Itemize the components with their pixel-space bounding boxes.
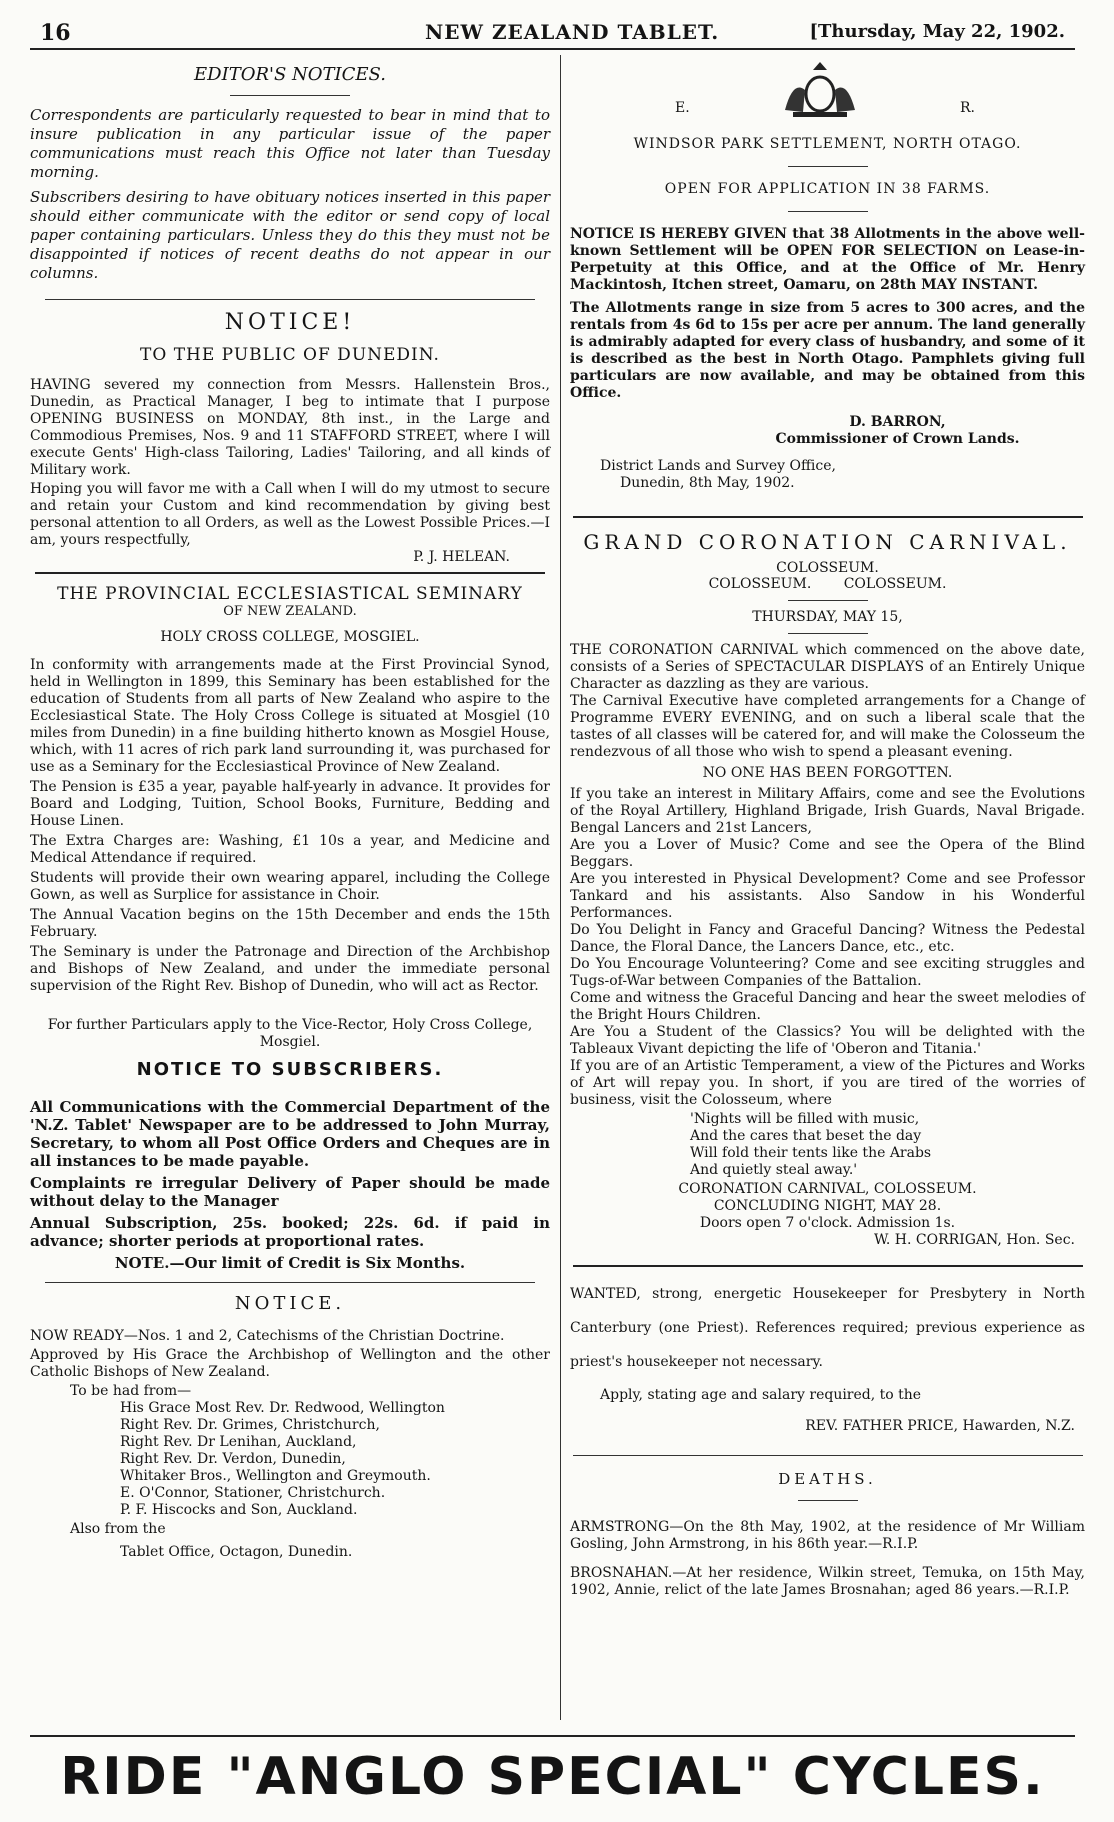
notice2-para: NOW READY—Nos. 1 and 2, Catechisms of the Christian Doctrine. xyxy=(30,1328,505,1344)
seminary-title: THE PROVINCIAL ECCLESIASTICAL SEMINARY xyxy=(57,584,523,604)
carnival-para: Are you interested in Physical Development? Come and see Professor Tankard and his assistants. Also Sandow in his Wonderful Performances. xyxy=(570,871,1085,921)
carnival-colosseum-2: COLOSSEUM. COLOSSEUM. xyxy=(708,576,947,592)
poem-line: And quietly steal away.' xyxy=(690,1162,858,1178)
carnival-para: Do You Delight in Fancy and Graceful Dancing? Witness the Pedestal Dance, the Floral Dance, the Lancers Dance, etc., etc. xyxy=(570,922,1085,955)
notice-catechism xyxy=(30,1293,550,1561)
carnival-para: If you are of an Artistic Temperament, a view of the Pictures and Works of Art will repay you. In short, if you are tired of the worries of business, visit the Colosseum, where xyxy=(570,1058,1085,1108)
windsor-title: WINDSOR PARK SETTLEMENT, NORTH OTAGO. xyxy=(633,136,1022,152)
divider xyxy=(45,1282,535,1283)
editors-notices-title: EDITOR'S NOTICES. xyxy=(194,64,386,85)
seminary-para: The Annual Vacation begins on the 15th December and ends the 15th February. xyxy=(30,907,550,940)
notice-body: HAVING severed my connection from Messrs. Hallenstein Bros., Dunedin, as Practical Manager, I beg to intimate that I purpose OPENING BUSINESS on MONDAY, 8th inst., in the Large and Commodious Premises, Nos. 9 and 11 STAFFORD STREET, where I will execute Gents' High-class Tailoring, Ladies' Tailoring, and all kinds of Military work. xyxy=(30,377,550,478)
agent-item: E. O'Connor, Stationer, Christchurch. xyxy=(120,1485,386,1501)
carnival-title: GRAND CORONATION CARNIVAL. xyxy=(583,530,1072,554)
divider xyxy=(573,516,1083,518)
subscribers-para: Annual Subscription, 25s. booked; 22s. 6d. if paid in advance; shorter periods at proportional rates. xyxy=(30,1214,550,1250)
notice-title: NOTICE! xyxy=(224,310,356,335)
seminary-para: For further Particulars apply to the Vice-Rector, Holy Cross College, Mosgiel. xyxy=(47,1017,533,1050)
wanted-signature: REV. FATHER PRICE, Hawarden, N.Z. xyxy=(805,1418,1075,1434)
seminary-para: The Extra Charges are: Washing, £1 10s a year, and Medicine and Medical Attendance if required. xyxy=(30,833,550,866)
deaths-title: DEATHS. xyxy=(778,1470,877,1488)
notice-dunedin xyxy=(30,310,550,566)
subscribers-body xyxy=(30,1098,550,1272)
agents-list xyxy=(30,1400,550,1519)
windsor-notice xyxy=(570,60,1085,492)
divider xyxy=(788,633,868,634)
divider xyxy=(788,166,868,167)
windsor-signature-title: Commissioner of Crown Lands. xyxy=(775,431,1020,447)
crest-letter-e: E. xyxy=(675,100,690,116)
agent-item: P. F. Hiscocks and Son, Auckland. xyxy=(120,1502,358,1518)
seminary-para: The Seminary is under the Patronage and Direction of the Archbishop and Bishops of New Zealand, and under the immediate personal supervision of the Right Rev. Bishop of Dunedin, who will act as Rector. xyxy=(30,944,550,994)
windsor-para: NOTICE IS HEREBY GIVEN that 38 Allotments in the above well-known Settlement will be OPEN FOR SELECTION on Lease-in-Perpetuity at this Office, and at the Office of Mr. Henry Mackintosh, Itchen street, Oamaru, on 28th MAY INSTANT. xyxy=(570,226,1085,293)
royal-crest-icon xyxy=(775,60,865,120)
death-notice: ARMSTRONG—On the 8th May, 1902, at the residence of Mr William Gosling, John Armstrong, in his 86th year.—R.I.P. xyxy=(570,1519,1085,1552)
agent-item: Right Rev. Dr Lenihan, Auckland, xyxy=(120,1434,357,1450)
divider xyxy=(573,1265,1083,1267)
windsor-para: The Allotments range in size from 5 acres to 300 acres, and the rentals from 4s 6d to 15s per acre per annum. The land generally is admirably adapted for every class of husbandry, and some of it is described as the best in North Otago. Pamphlets giving full particulars are now available, and may be obtained from this Office. xyxy=(570,300,1085,401)
carnival-para: THE CORONATION CARNIVAL which commenced on the above date, consists of a Series of SPECTACULAR DISPLAYS of an Entirely Unique Character as dazzling as they are various. xyxy=(570,642,1085,692)
carnival-colosseum: COLOSSEUM. xyxy=(776,560,879,576)
notice2-office: Tablet Office, Octagon, Dunedin. xyxy=(120,1544,353,1560)
column-divider xyxy=(560,55,561,1720)
divider xyxy=(798,1500,858,1501)
wanted-para: WANTED, strong, energetic Housekeeper for Presbytery in North Canterbury (one Priest). References required; previous experience as priest's housekeeper not necessary. xyxy=(570,1286,1085,1370)
carnival-forgotten: NO ONE HAS BEEN FORGOTTEN. xyxy=(702,765,953,781)
windsor-office-date: Dunedin, 8th May, 1902. xyxy=(620,475,795,491)
subscribers-para: Complaints re irregular Delivery of Paper should be made without delay to the Manager xyxy=(30,1174,550,1210)
editors-notices-body2: Subscribers desiring to have obituary notices inserted in this paper should either communicate with the editor or send copy of local paper containing particulars. Unless they do this they must not be disappointed if notices of recent deaths do not appear in our columns. xyxy=(30,188,550,282)
poem-line: And the cares that beset the day xyxy=(690,1128,922,1144)
notice2-para: To be had from— xyxy=(70,1383,192,1399)
agent-item: His Grace Most Rev. Dr. Redwood, Wellington xyxy=(120,1400,445,1416)
notice-signature: P. J. HELEAN. xyxy=(413,549,510,565)
agent-item: Right Rev. Dr. Grimes, Christchurch, xyxy=(120,1417,380,1433)
carnival-para: Come and witness the Graceful Dancing and hear the sweet melodies of the Bright Hours Children. xyxy=(570,990,1085,1023)
seminary-para: The Pension is £35 a year, payable half-yearly in advance. It provides for Board and Lodging, Tuition, School Books, Furniture, Bedding and House Linen. xyxy=(30,779,550,829)
bottom-advertisement xyxy=(30,1735,1075,1807)
wanted-ad xyxy=(570,1277,1085,1435)
windsor-office: District Lands and Survey Office, xyxy=(600,458,836,474)
seminary-college: HOLY CROSS COLLEGE, MOSGIEL. xyxy=(160,629,420,645)
divider xyxy=(788,211,868,212)
windsor-signature: D. BARRON, xyxy=(849,414,946,430)
poem-line: Will fold their tents like the Arabs xyxy=(690,1145,932,1161)
notice-subtitle: TO THE PUBLIC OF DUNEDIN. xyxy=(140,345,440,365)
carnival-para: Do You Encourage Volunteering? Come and see exciting struggles and Tugs-of-War between Companies of the Battalion. xyxy=(570,956,1085,989)
right-column xyxy=(570,60,1085,1599)
seminary-section xyxy=(30,584,550,1051)
divider xyxy=(45,299,535,300)
crest-letter-r: R. xyxy=(960,100,975,116)
subscribers-title: NOTICE TO SUBSCRIBERS. xyxy=(136,1059,444,1080)
bottom-ad-text: RIDE "ANGLO SPECIAL" CYCLES. xyxy=(60,1747,1045,1807)
carnival-para: If you take an interest in Military Affairs, come and see the Evolutions of the Royal Artillery, Highland Brigade, Irish Guards, Naval Brigade. Bengal Lancers and 21st Lancers, xyxy=(570,786,1085,836)
seminary-subtitle: OF NEW ZEALAND. xyxy=(223,604,357,619)
crest-row xyxy=(570,60,1085,130)
divider xyxy=(35,572,545,574)
paper-title: NEW ZEALAND TABLET. xyxy=(425,20,720,44)
agent-item: Whitaker Bros., Wellington and Greymouth. xyxy=(120,1468,431,1484)
agent-item: Right Rev. Dr. Verdon, Dunedin, xyxy=(120,1451,346,1467)
carnival-para: The Carnival Executive have completed arrangements for a Change of Programme EVERY EVENING, and on such a liberal scale that the tastes of all classes will be catered for, and will make the Colosseum the rendezvous of all those who wish to spend a pleasant evening. xyxy=(570,693,1085,760)
seminary-para: Students will provide their own wearing apparel, including the College Gown, as well as Surplice for assistance in Choir. xyxy=(30,870,550,903)
notice2-title: NOTICE. xyxy=(234,1293,346,1314)
carnival-date: THURSDAY, MAY 15, xyxy=(752,609,903,625)
divider xyxy=(788,600,868,601)
carnival-poem xyxy=(570,1111,1085,1179)
coronation-carnival xyxy=(570,530,1085,1249)
divider xyxy=(573,1455,1083,1456)
poem-line: 'Nights will be filled with music, xyxy=(690,1111,920,1127)
page-number: 16 xyxy=(40,20,71,46)
notice-to-subscribers xyxy=(30,1059,550,1272)
left-column xyxy=(30,60,550,1561)
notice-body2: Hoping you will favor me with a Call when I will do my utmost to secure and retain your Custom and kind recommendation by giving best personal attention to all Orders, as well as the Lowest Possible Prices.—I am, yours respectfully, xyxy=(30,481,550,548)
masthead xyxy=(30,18,1075,50)
deaths-section xyxy=(570,1470,1085,1599)
notice2-also: Also from the xyxy=(70,1521,166,1537)
carnival-para: Are you a Lover of Music? Come and see the Opera of the Blind Beggars. xyxy=(570,837,1085,870)
carnival-signature: W. H. CORRIGAN, Hon. Sec. xyxy=(873,1232,1075,1248)
death-notice: BROSNAHAN.—At her residence, Wilkin street, Temuka, on 15th May, 1902, Annie, relict of the late James Brosnahan; aged 86 years.—R.I.P. xyxy=(570,1565,1085,1598)
seminary-para: In conformity with arrangements made at the First Provincial Synod, held in Wellington in 1899, this Seminary has been established for the education of Students from all parts of New Zealand who aspire to the Ecclesiastical State. The Holy Cross College is situated at Mosgiel (10 miles from Dunedin) in a fine building hitherto known as Mosgiel House, which, with 11 acres of rich park land surrounding it, was purchased for use as a Seminary for the Ecclesiastical Province of New Zealand. xyxy=(30,657,550,775)
windsor-subtitle: OPEN FOR APPLICATION IN 38 FARMS. xyxy=(664,181,991,197)
carnival-name: CORONATION CARNIVAL, COLOSSEUM. xyxy=(678,1181,977,1197)
carnival-doors: Doors open 7 o'clock. Admission 1s. xyxy=(699,1215,956,1231)
editors-notices xyxy=(30,64,550,283)
subscribers-para: All Communications with the Commercial Department of the 'N.Z. Tablet' Newspaper are to be addressed to John Murray, Secretary, to whom all Post Office Orders and Cheques are in all instances to be made payable. xyxy=(30,1098,550,1170)
wanted-apply: Apply, stating age and salary required, to the xyxy=(600,1387,922,1403)
subscribers-para: NOTE.—Our limit of Credit is Six Months. xyxy=(114,1254,466,1272)
carnival-para: Are You a Student of the Classics? You will be delighted with the Tableaux Vivant depicting the life of 'Oberon and Titania.' xyxy=(570,1024,1085,1057)
issue-date: [Thursday, May 22, 1902. xyxy=(809,21,1065,42)
notice2-para: Approved by His Grace the Archbishop of Wellington and the other Catholic Bishops of New Zealand. xyxy=(30,1347,550,1380)
carnival-night: CONCLUDING NIGHT, MAY 28. xyxy=(713,1198,942,1214)
editors-notices-body1: Correspondents are particularly requested to bear in mind that to insure publication in any particular issue of the paper communications must reach this Office not later than Tuesday morning. xyxy=(30,106,550,181)
divider xyxy=(230,95,350,96)
